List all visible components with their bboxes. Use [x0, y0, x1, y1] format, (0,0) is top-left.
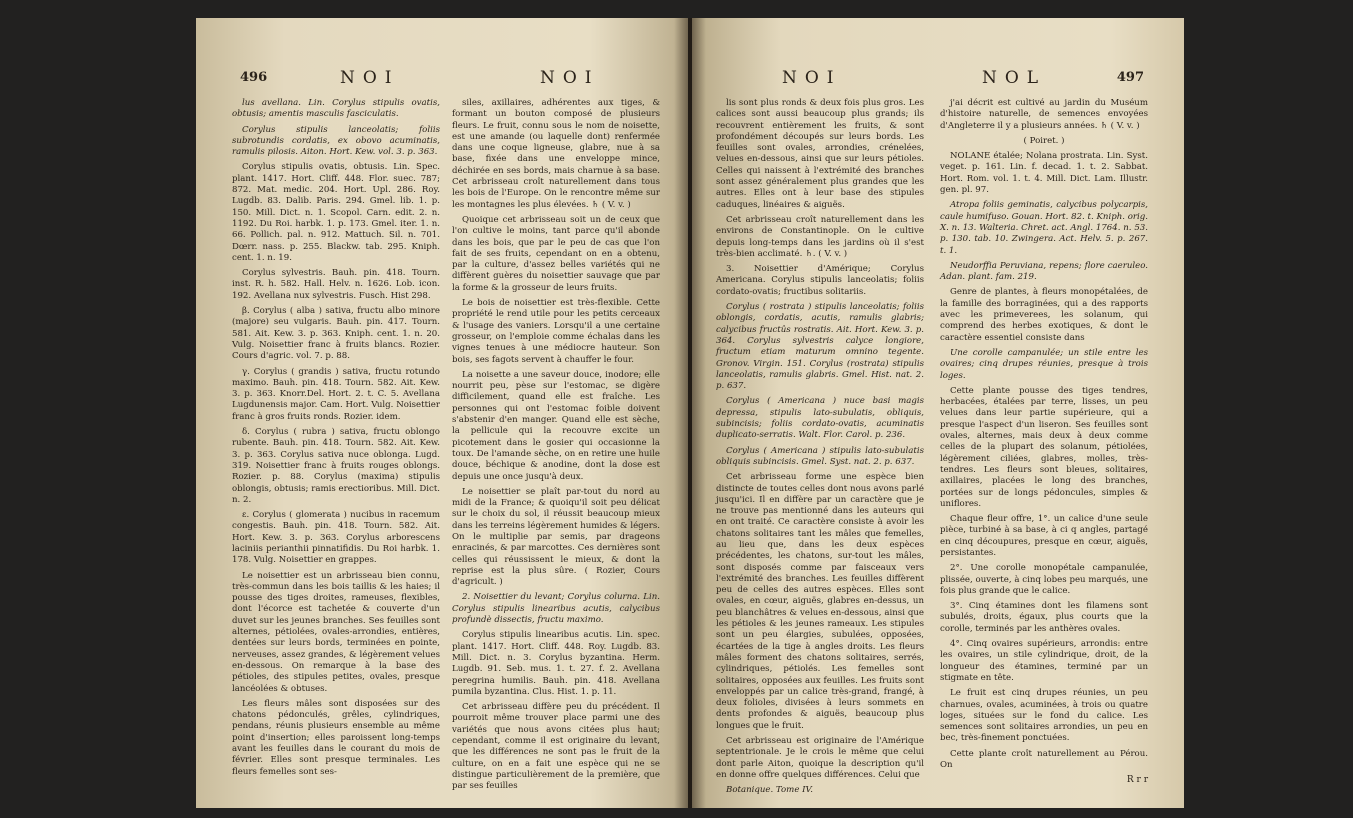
paragraph: Corylus ( Americana ) stipulis lato-subulatis obliquis subincisis. Gmel. Syst. nat. 2. p. 637.	[716, 445, 924, 467]
running-head: NOL	[982, 68, 1047, 88]
paragraph: lus avellana. Lin. Corylus stipulis ovatis, obtusis; amentis masculis fasciculatis.	[232, 98, 440, 120]
paragraph: Cet arbrisseau croît naturellement dans les environs de Constantinople. On le cultive depuis long-temps dans les jardins où il s'est très-bien acclimaté. ♄. ( V. v. )	[716, 214, 924, 259]
running-head: NOI	[540, 68, 600, 88]
paragraph: Corylus stipulis linearibus acutis. Lin. spec. plant. 1417. Hort. Cliff. 448. Roy. Lugdb. 83. Mill. Dict. n. 3. Corylus byzantina. Herm. Lugdb. 91. Seb. mus. 1. t. 27. f. 2. Avellana peregrina humilis. Bauh. pin. 418. Avellana pumila byzantina. Clus. Hist. 1. p. 11.	[452, 630, 660, 697]
left-column-2	[452, 98, 660, 797]
running-head: NOI	[782, 68, 842, 88]
paragraph: Le noisettier est un arbrisseau bien connu, très-commun dans les bois taillis & les haies; il pousse des tiges droites, rameuses, flexibles, dont l'écorce est tachetée & couverte d'un duvet sur les jeunes branches. Ses feuilles sont alternes, pétiolées, ovales-arrondies, entières, dentées sur leurs bords, terminées en pointe, nerveuses, assez grandes, & légèrement velues en-dessous. On remarque à la base des pétioles, des stipules petites, ovales, presque lancéolées & obtuses.	[232, 570, 440, 694]
paragraph: Corylus sylvestris. Bauh. pin. 418. Tourn. inst. R. h. 582. Hall. Helv. n. 1626. Lob. icon. 192. Avellana nux sylvestris. Fusch. Hist 298.	[232, 268, 440, 301]
paragraph: Quoique cet arbrisseau soit un de ceux que l'on cultive le moins, tant parce qu'il abonde dans les bois, que par le peu de cas que l'on fait de ses fruits, cependant on en a obtenu, par la culture, d'assez belles variétés qui ne diffèrent guères du noisettier sauvage que par la forme & la grosseur de leurs fruits.	[452, 214, 660, 293]
left-page	[196, 18, 688, 808]
footer-signature: Botanique. Tome IV.	[726, 785, 813, 796]
paragraph: La noisette a une saveur douce, inodore; elle nourrit peu, pèse sur l'estomac, se digère difficilement, quand elle est fraîche. Les personnes qui ont l'estomac foible doivent s'abstenir d'en manger. Quand elle est sèche, la pellicule qui la recouvre excite un picotement dans le gosier qui occasionne la toux. De l'amande sèche, on en retire une huile douce, béchique & anodine, dont la dose est depuis une once jusqu'à deux.	[452, 369, 660, 482]
paragraph: Les fleurs mâles sont disposées sur des chatons pédonculés, grêles, cylindriques, pendans, réunis plusieurs ensemble au même point d'insertion; elles paroissent long-temps avant les feuilles dans le courant du mois de février. Elles sont presque terminales. Les fleurs femelles sont ses-	[232, 698, 440, 777]
paragraph: Cet arbrisseau diffère peu du précédent. Il pourroit même trouver place parmi une des variétés que nous avons citées plus haut; cependant, comme il est originaire du levant, que les différences ne sont pas le fruit de la culture, on en a fait une espèce qui ne se distingue particulièrement de la première, que par ses feuilles	[452, 702, 660, 792]
book-gutter	[674, 18, 706, 808]
paragraph: Le noisettier se plaît par-tout du nord au midi de la France; & quoiqu'il soit peu délicat sur le choix du sol, il réussit beaucoup mieux dans les terreins légèrement humides & légers. On le multiplie par semis, par drageons enracinés, & par marcottes. Ces dernières sont celles qui réussissent le mieux, & dont la reprise est la plus sûre. ( Rozier, Cours d'agricult. )	[452, 486, 660, 588]
paragraph: Cet arbrisseau est originaire de l'Amérique septentrionale. Je le crois le même que celui dont parle Aiton, quoique la description qu'il en donne offre quelques différences. Celui que	[716, 736, 924, 780]
paragraph: Cet arbrisseau forme une espèce bien distincte de toutes celles dont nous avons parlé jusqu'ici. Il en diffère par un caractère que je ne trouve pas mentionné dans les auteurs qui en ont traité. Ce caractère consiste à avoir les chatons solitaires tant les mâles que femelles, au lieu que, dans les deux espèces précédentes, les chatons, sur-tout les mâles, sont disposés comme par faisceaux vers l'extrémité des branches. Les feuilles diffèrent peu de celles des autres espèces. Elles sont ovales, en cœur, aiguës, glabres en-dessus, un peu blanchâtres & velues en-dessous, ainsi que les pétioles & les jeunes rameaux. Les stipules sont un peu élargies, subulées, opposées, écartées de la tige à angles droits. Les fleurs mâles forment des chatons solitaires, serrés, cylindriques, pétiolés. Les femelles sont solitaires, opposées aux feuilles. Les fruits sont enveloppés par un calice très-grand, frangé, à deux folioles, divisées à leurs sommets en dents profondes & aiguës, beaucoup plus longues que le fruit.	[716, 472, 924, 731]
page-number: 496	[240, 70, 268, 85]
right-column-1	[716, 98, 924, 801]
paragraph: 2°. Une corolle monopétale campanulée, plissée, ouverte, à cinq lobes peu marqués, une fois plus grande que le calice.	[940, 563, 1148, 596]
paragraph: Cette plante croît naturellement au Pérou. On	[940, 748, 1148, 771]
left-column-1	[232, 98, 440, 782]
paragraph: Cette plante pousse des tiges tendres, herbacées, étalées par terre, lisses, un peu velues dans leur partie supérieure, qui a presque l'aspect d'un liseron. Ses feuilles sont ovales, alternes, mais deux à deux comme celles de la plupart des solanum, pétiolées, légèrement ciliées, glabres, molles, très-tendres. Les fleurs sont bleues, solitaires, axillaires, placées le long des branches, portées sur de longs pédoncules, simples & uniflores.	[940, 385, 1148, 509]
paragraph: Genre de plantes, à fleurs monopétalées, de la famille des borraginées, qui a des rapports avec les primeverees, les solanum, qui comprend des herbes exotiques, & dont le caractère essentiel consiste dans	[940, 287, 1148, 343]
right-column-2	[940, 98, 1148, 791]
page-number: 497	[1116, 70, 1144, 85]
right-page-header	[732, 70, 1144, 94]
paragraph: β. Corylus ( alba ) sativa, fructu albo minore (majore) seu vulgaris. Bauh. pin. 417. Tourn. 581. Ait. Kew. 3. p. 363. Kniph. cent. 1. n. 20. Vulg. Noisettier franc à fruits blancs. Rozier. Cours d'agric. vol. 7. p. 88.	[232, 306, 440, 362]
paragraph: 2. Noisettier du levant; Corylus colurna. Lin. Corylus stipulis linearibus acutis, calycibus profundè dissectis, fructu maximo.	[452, 592, 660, 626]
paragraph: 4°. Cinq ovaires supérieurs, arrondis: entre les ovaires, un stile cylindrique, droit, de la longueur des étamines, terminé par un stigmate en tête.	[940, 639, 1148, 683]
paragraph: Corylus stipulis ovatis, obtusis. Lin. Spec. plant. 1417. Hort. Cliff. 448. Flor. suec. 787; 872. Mat. medic. 204. Hort. Upl. 286. Roy. Lugdb. 83. Dalib. Paris. 294. Gmel. lib. 1. p. 150. Mill. Dict. n. 1. Scopol. Carn. edit. 2. n. 1192. Du Roi. harbk. 1. p. 173. Gmel. iter. 1. n. 66. Pollich. pal. n. 912. Mattuch. Sil. n. 701. Dœrr. nass. p. 255. Blackw. tab. 295. Kniph. cent. 1. n. 19.	[232, 162, 440, 263]
running-head: NOI	[340, 68, 400, 88]
paragraph: lis sont plus ronds & deux fois plus gros. Les calices sont aussi beaucoup plus grands; ils recouvrent entièrement les fruits, & sont profondément découpés sur leurs bords. Les feuilles sont ovales, arrondies, crénelées, velues en-dessous, ainsi que sur leurs pétioles. Celles qui naissent à l'extrémité des branches sont assez généralement plus grandes que les autres. Elles ont à leur base des stipules caduques, linéaires & aiguës.	[716, 98, 924, 210]
paragraph: Une corolle campanulée; un stile entre les ovaires; cinq drupes réunies, presque à trois loges.	[940, 347, 1148, 381]
paragraph: siles, axillaires, adhérentes aux tiges, & formant un bouton composé de plusieurs fleurs. Le fruit, connu sous le nom de noisette, est une amande (ou laquelle dont) renfermée dans une coque ligneuse, glabre, nue à sa base, fixée dans une enveloppe mince, déchirée en ses bords, mais charnue à sa base. Cet arbrisseau croît naturellement dans tous les bois de l'Europe. On le rencontre même sur les montagnes les plus élevées. ♄ ( V. v. )	[452, 98, 660, 210]
book-spread	[196, 18, 1184, 808]
paragraph: Neudorffia Peruviana, repens; flore caeruleo. Adan. plant. fam. 219.	[940, 260, 1148, 283]
paragraph: Corylus ( Americana ) nuce basi magis depressa, stipulis lato-subulatis, obliquis, subincisis; foliis cordato-ovatis, acuminatis duplicato-serratis. Walt. Flor. Carol. p. 236.	[716, 396, 924, 441]
paragraph: Chaque fleur offre, 1°. un calice d'une seule pièce, turbiné à sa base, à ci q angles, partagé en cinq découpures, presque en cœur, aiguës, persistantes.	[940, 514, 1148, 558]
paragraph: Corylus stipulis lanceolatis; foliis subrotundis cordatis, ex obovo acuminatis, ramulis pilosis. Aiton. Hort. Kew. vol. 3. p. 363.	[232, 124, 440, 158]
author-credit: ( Poiret. )	[1023, 135, 1065, 146]
left-page-header	[240, 70, 658, 94]
paragraph: Atropa foliis geminatis, calycibus polycarpis, caule humifuso. Gouan. Hort. 82. t. Kniph. orig. X. n. 13. Walteria. Chret. act. Angl. 1764. n. 53. p. 130. tab. 10. Zwingera. Act. Helv. 5. p. 267. t. 1.	[940, 200, 1148, 256]
paragraph: 3°. Cinq étamines dont les filamens sont subulés, droits, égaux, plus courts que la corolle, terminés par les anthères ovales.	[940, 601, 1148, 634]
paragraph: 3. Noisettier d'Amérique; Corylus Americana. Corylus stipulis lanceolatis; foliis cordato-ovatis; fructibus solitariis.	[716, 264, 924, 297]
paragraph: Corylus ( rostrata ) stipulis lanceolatis; foliis oblongis, cordatis, acutis, ramulis glabris; calycibus fructûs rostratis. Ait. Hort. Kew. 3. p. 364. Corylus sylvestris calyce longiore, fructum etiam maturum omnino tegente. Gronov. Virgin. 151. Corylus (rostrata) stipulis lanceolatis, ramulis glabris. Gmel. Hist. nat. 2. p. 637.	[716, 302, 924, 392]
paragraph: Le bois de noisettier est très-flexible. Cette propriété le rend utile pour les petits cerceaux & l'usage des vaniers. Lorsqu'il a une certaine grosseur, on l'emploie comme échalas dans les vignes tenues à une médiocre hauteur. Son bois, ses fagots servent à chauffer le four.	[452, 298, 660, 365]
paragraph: δ. Corylus ( rubra ) sativa, fructu oblongo rubente. Bauh. pin. 418. Tourn. 582. Ait. Kew. 3. p. 363. Corylus sativa nuce oblonga. Lugd. 319. Noisettier franc à fruits rouges oblongs. Rozier. p. 88. Corylus (maxima) stipulis oblongis, obtusis; ramis erectioribus. Mill. Dict. n. 2.	[232, 427, 440, 505]
right-page	[692, 18, 1184, 808]
paragraph: ε. Corylus ( glomerata ) nucibus in racemum congestis. Bauh. pin. 418. Tourn. 582. Ait. Hort. Kew. 3. p. 363. Corylus arborescens laciniis perianthii pinnatifidis. Du Roi harbk. 1. 178. Vulg. Noisettier en grappes.	[232, 510, 440, 566]
paragraph: NOLANE étalée; Nolana prostrata. Lin. Syst. veget. p. 161. Lin. f. decad. 1. t. 2. Sabbat. Hort. Rom. vol. 1. t. 4. Mill. Dict. Lam. Illustr. gen. pl. 97.	[940, 151, 1148, 196]
paragraph: γ. Corylus ( grandis ) sativa, fructu rotundo maximo. Bauh. pin. 418. Tourn. 582. Ait. Kew. 3. p. 363. Knorr.Del. Hort. 2. t. C. 5. Avellana Lugdunensis major. Cam. Hort. Vulg. Noisettier franc à gros fruits ronds. Rozier. idem.	[232, 366, 440, 422]
signature-mark: R r r	[1126, 775, 1148, 786]
paragraph: j'ai décrit est cultivé au jardin du Muséum d'histoire naturelle, de semences envoyées d'Angleterre il y a plusieurs années. ♄ ( V. v. )	[940, 98, 1148, 131]
paragraph: Le fruit est cinq drupes réunies, un peu charnues, ovales, acuminées, à trois ou quatre loges, situées sur le fond du calice. Les semences sont solitaires arrondies, un peu en bec, très-finement ponctuées.	[940, 688, 1148, 744]
